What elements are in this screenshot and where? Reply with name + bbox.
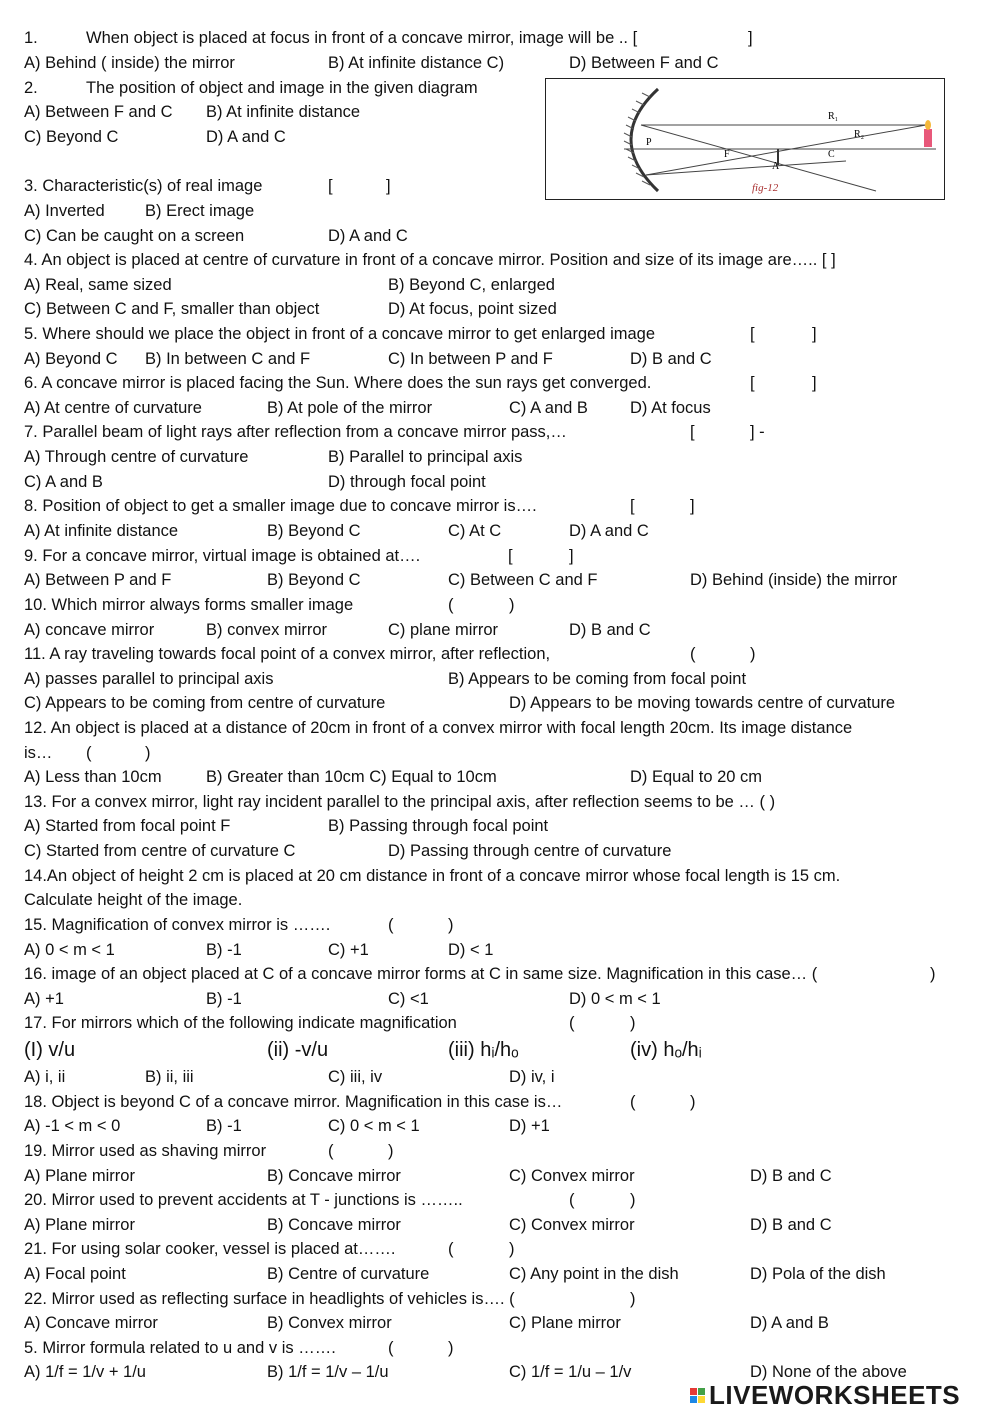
text-line: ) xyxy=(630,1191,636,1209)
text-line: ( xyxy=(569,1191,575,1209)
text-line: 17. For mirrors which of the following indicate magnification xyxy=(24,1014,457,1032)
text-line: ) xyxy=(930,965,936,983)
text-line: 18. Object is beyond C of a concave mirror. Magnification in this case is… xyxy=(24,1093,563,1111)
text-line: B) convex mirror xyxy=(206,621,328,639)
text-line: ) xyxy=(388,1142,394,1160)
text-line: ( xyxy=(86,744,92,762)
reflected-ray-2 xyxy=(646,161,846,175)
text-line: A) concave mirror xyxy=(24,621,155,639)
text-line: D) A and C xyxy=(206,128,286,146)
label-r1: R₁ xyxy=(828,111,839,122)
text-line: ] xyxy=(569,547,574,565)
text-line: A) 0 < m < 1 xyxy=(24,941,115,959)
text-line: ( xyxy=(448,1240,454,1258)
text-line: B) At infinite distance xyxy=(206,103,361,121)
text-line: ( xyxy=(448,596,454,614)
text-line: ) xyxy=(630,1290,636,1308)
text-line: ) xyxy=(690,1093,696,1111)
text-line: ( xyxy=(630,1093,636,1111)
text-line: 11. A ray traveling towards focal point of a convex mirror, after reflection, xyxy=(24,645,551,663)
text-line: C) +1 xyxy=(328,941,369,959)
text-line: B) Concave mirror xyxy=(267,1216,401,1234)
text-line: ) xyxy=(448,1339,454,1357)
text-line: A) -1 < m < 0 xyxy=(24,1117,121,1135)
text-line: ( xyxy=(569,1014,575,1032)
text-line: ) xyxy=(509,1240,515,1258)
text-line: [ xyxy=(328,177,333,195)
text-line: D) B and C xyxy=(750,1167,832,1185)
text-line: B) Parallel to principal axis xyxy=(328,448,523,466)
text-line: D) A and C xyxy=(328,227,408,245)
text-line: When object is placed at focus in front of a concave mirror, image will be .. [ xyxy=(86,29,638,47)
text-line: 13. For a convex mirror, light ray incident parallel to the principal axis, after reflection seems to be … ( ) xyxy=(24,793,776,811)
text-line: (iv) hₒ/hᵢ xyxy=(630,1039,702,1061)
text-line: A) At centre of curvature xyxy=(24,399,202,417)
text-line: B) Beyond C, enlarged xyxy=(388,276,555,294)
text-line: 2. xyxy=(24,79,38,97)
text-line: C) Started from centre of curvature C xyxy=(24,842,296,860)
text-line: 21. For using solar cooker, vessel is placed at……. xyxy=(24,1240,396,1258)
text-line: D) iv, i xyxy=(509,1068,555,1086)
text-line: 5. Mirror formula related to u and v is ……. xyxy=(24,1339,336,1357)
text-line: A) i, ii xyxy=(24,1068,66,1086)
text-line: B) Beyond C xyxy=(267,522,361,540)
text-line: (iii) hᵢ/hₒ xyxy=(448,1039,519,1061)
text-line: (I) v/u xyxy=(24,1039,76,1061)
text-line: D) B and C xyxy=(750,1216,832,1234)
text-line: ] xyxy=(812,325,817,343)
label-r2: R₂ xyxy=(854,129,865,140)
text-line: B) Appears to be coming from focal point xyxy=(448,670,747,688)
text-line: A) Concave mirror xyxy=(24,1314,158,1332)
text-line: D) Passing through centre of curvature xyxy=(388,842,672,860)
text-line: 15. Magnification of convex mirror is ……. xyxy=(24,916,331,934)
text-line: B) At infinite distance C) xyxy=(328,54,505,72)
text-line: D) +1 xyxy=(509,1117,550,1135)
text-line: 7. Parallel beam of light rays after reflection from a concave mirror pass,… xyxy=(24,423,567,441)
text-line: B) 1/f = 1/v – 1/u xyxy=(267,1363,389,1381)
text-line: B) -1 xyxy=(206,1117,242,1135)
text-line: C) A and B xyxy=(509,399,588,417)
text-line: ] xyxy=(690,497,695,515)
text-line: A) Through centre of curvature xyxy=(24,448,249,466)
text-line: A) +1 xyxy=(24,990,64,1008)
logo-text: LIVEWORKSHEETS xyxy=(709,1379,961,1410)
text-line: D) Between F and C xyxy=(569,54,719,72)
label-c: C xyxy=(828,149,835,160)
text-line: 6. A concave mirror is placed facing the Sun. Where does the sun rays get converged. xyxy=(24,374,652,392)
text-line: D) A and B xyxy=(750,1314,829,1332)
text-line: 1. xyxy=(24,29,38,47)
text-line: 22. Mirror used as reflecting surface in headlights of vehicles is…. ( xyxy=(24,1290,515,1308)
text-line: [ xyxy=(750,374,755,392)
text-line: 4. An object is placed at centre of curvature in front of a concave mirror. Position and size of its image are….. [ ] xyxy=(24,251,836,269)
text-line: ( xyxy=(690,645,696,663)
text-line: ] xyxy=(748,29,753,47)
text-line: A) passes parallel to principal axis xyxy=(24,670,274,688)
text-line: D) None of the above xyxy=(750,1363,907,1381)
candle-object-icon xyxy=(924,129,932,147)
text-line: A) Real, same sized xyxy=(24,276,172,294)
text-line: [ xyxy=(750,325,755,343)
text-line: The position of object and image in the given diagram xyxy=(86,79,478,97)
text-line: B) Erect image xyxy=(145,202,255,220)
text-line: B) Passing through focal point xyxy=(328,817,549,835)
text-line: C) Between C and F, smaller than object xyxy=(24,300,320,318)
text-line: B) At pole of the mirror xyxy=(267,399,433,417)
text-line: B) Convex mirror xyxy=(267,1314,392,1332)
text-line: C) 1/f = 1/u – 1/v xyxy=(509,1363,632,1381)
logo-squares-icon xyxy=(690,1388,705,1403)
liveworksheets-logo xyxy=(690,1380,960,1410)
text-line: C) Between C and F xyxy=(448,571,598,589)
text-line: D) 0 < m < 1 xyxy=(569,990,661,1008)
text-line: A) Beyond C xyxy=(24,350,118,368)
text-line: A) Started from focal point F xyxy=(24,817,231,835)
text-line: A) 1/f = 1/v + 1/u xyxy=(24,1363,146,1381)
concave-mirror-arc xyxy=(631,89,658,191)
text-line: B) -1 xyxy=(206,941,242,959)
text-line: (ii) -v/u xyxy=(267,1039,329,1061)
text-line: ( xyxy=(328,1142,334,1160)
text-line: A) Plane mirror xyxy=(24,1216,135,1234)
label-f: F xyxy=(724,149,730,160)
text-line: 20. Mirror used to prevent accidents at T - junctions is …….. xyxy=(24,1191,463,1209)
text-line: A) Plane mirror xyxy=(24,1167,135,1185)
label-p: P xyxy=(646,137,652,148)
text-line: ] - xyxy=(750,423,765,441)
text-line: A) At infinite distance xyxy=(24,522,179,540)
text-line: 10. Which mirror always forms smaller image xyxy=(24,596,354,614)
text-line: 14.An object of height 2 cm is placed at 20 cm distance in front of a concave mirror whose focal length is 15 cm. xyxy=(24,867,841,885)
text-line: D) At focus, point sized xyxy=(388,300,557,318)
text-line: C) In between P and F xyxy=(388,350,553,368)
text-line: B) Beyond C xyxy=(267,571,361,589)
text-line: 19. Mirror used as shaving mirror xyxy=(24,1142,267,1160)
text-line: D) At focus xyxy=(630,399,711,417)
text-line: ) xyxy=(448,916,454,934)
text-line: 5. Where should we place the object in front of a concave mirror to get enlarged image xyxy=(24,325,656,343)
text-line: A) Between P and F xyxy=(24,571,172,589)
text-line: ) xyxy=(145,744,151,762)
ray-diagram xyxy=(546,79,944,199)
text-line: D) Appears to be moving towards centre of curvature xyxy=(509,694,896,712)
text-line: C) 0 < m < 1 xyxy=(328,1117,420,1135)
text-line: ( xyxy=(388,916,394,934)
text-line: C) A and B xyxy=(24,473,103,491)
text-line: A) Less than 10cm xyxy=(24,768,162,786)
text-line: A) Between F and C xyxy=(24,103,173,121)
text-line: C) Beyond C xyxy=(24,128,119,146)
text-line: 9. For a concave mirror, virtual image is obtained at…. xyxy=(24,547,421,565)
text-line: 3. Characteristic(s) of real image xyxy=(24,177,263,195)
text-line: C) Plane mirror xyxy=(509,1314,621,1332)
text-line: D) Behind (inside) the mirror xyxy=(690,571,898,589)
text-line: D) Equal to 20 cm xyxy=(630,768,763,786)
text-line: B) -1 xyxy=(206,990,242,1008)
text-line: [ xyxy=(508,547,513,565)
label-a: A xyxy=(772,161,780,172)
text-line: [ xyxy=(690,423,695,441)
text-line: B) ii, iii xyxy=(145,1068,194,1086)
text-line: D) B and C xyxy=(630,350,712,368)
text-line: ) xyxy=(750,645,756,663)
text-line: C) At C xyxy=(448,522,502,540)
text-line: ] xyxy=(812,374,817,392)
text-line: A) Inverted xyxy=(24,202,105,220)
text-line: 8. Position of object to get a smaller image due to concave mirror is…. xyxy=(24,497,537,515)
text-line: B) Centre of curvature xyxy=(267,1265,430,1283)
text-line: B) In between C and F xyxy=(145,350,311,368)
text-line: 12. An object is placed at a distance of 20cm in front of a convex mirror with focal length 20cm. Its image distance xyxy=(24,719,853,737)
text-line: is… xyxy=(24,744,53,762)
text-line: B) Greater than 10cm C) Equal to 10cm xyxy=(206,768,497,786)
text-line: C) <1 xyxy=(388,990,429,1008)
text-line: C) Appears to be coming from centre of curvature xyxy=(24,694,386,712)
text-line: [ xyxy=(630,497,635,515)
candle-flame-icon xyxy=(925,120,931,130)
ray-diagram-figure xyxy=(545,78,945,200)
text-line: ( xyxy=(388,1339,394,1357)
text-line: C) Any point in the dish xyxy=(509,1265,679,1283)
text-line: D) B and C xyxy=(569,621,651,639)
text-line: ] xyxy=(386,177,391,195)
text-line: C) Convex mirror xyxy=(509,1167,635,1185)
text-line: D) < 1 xyxy=(448,941,494,959)
text-line: A) Behind ( inside) the mirror xyxy=(24,54,235,72)
figure-caption: fig-12 xyxy=(752,182,779,194)
text-line: C) Can be caught on a screen xyxy=(24,227,245,245)
text-line: C) plane mirror xyxy=(388,621,499,639)
text-line: 16. image of an object placed at C of a concave mirror forms at C in same size. Magnification in this case… ( xyxy=(24,965,818,983)
text-line: Calculate height of the image. xyxy=(24,891,243,909)
text-line: C) Convex mirror xyxy=(509,1216,635,1234)
text-line: D) Pola of the dish xyxy=(750,1265,886,1283)
text-line: ) xyxy=(630,1014,636,1032)
ray-r2 xyxy=(646,125,926,175)
text-line: D) A and C xyxy=(569,522,649,540)
text-line: ) xyxy=(509,596,515,614)
text-line: B) Concave mirror xyxy=(267,1167,401,1185)
text-line: A) Focal point xyxy=(24,1265,126,1283)
text-line: D) through focal point xyxy=(328,473,486,491)
text-line: C) iii, iv xyxy=(328,1068,383,1086)
